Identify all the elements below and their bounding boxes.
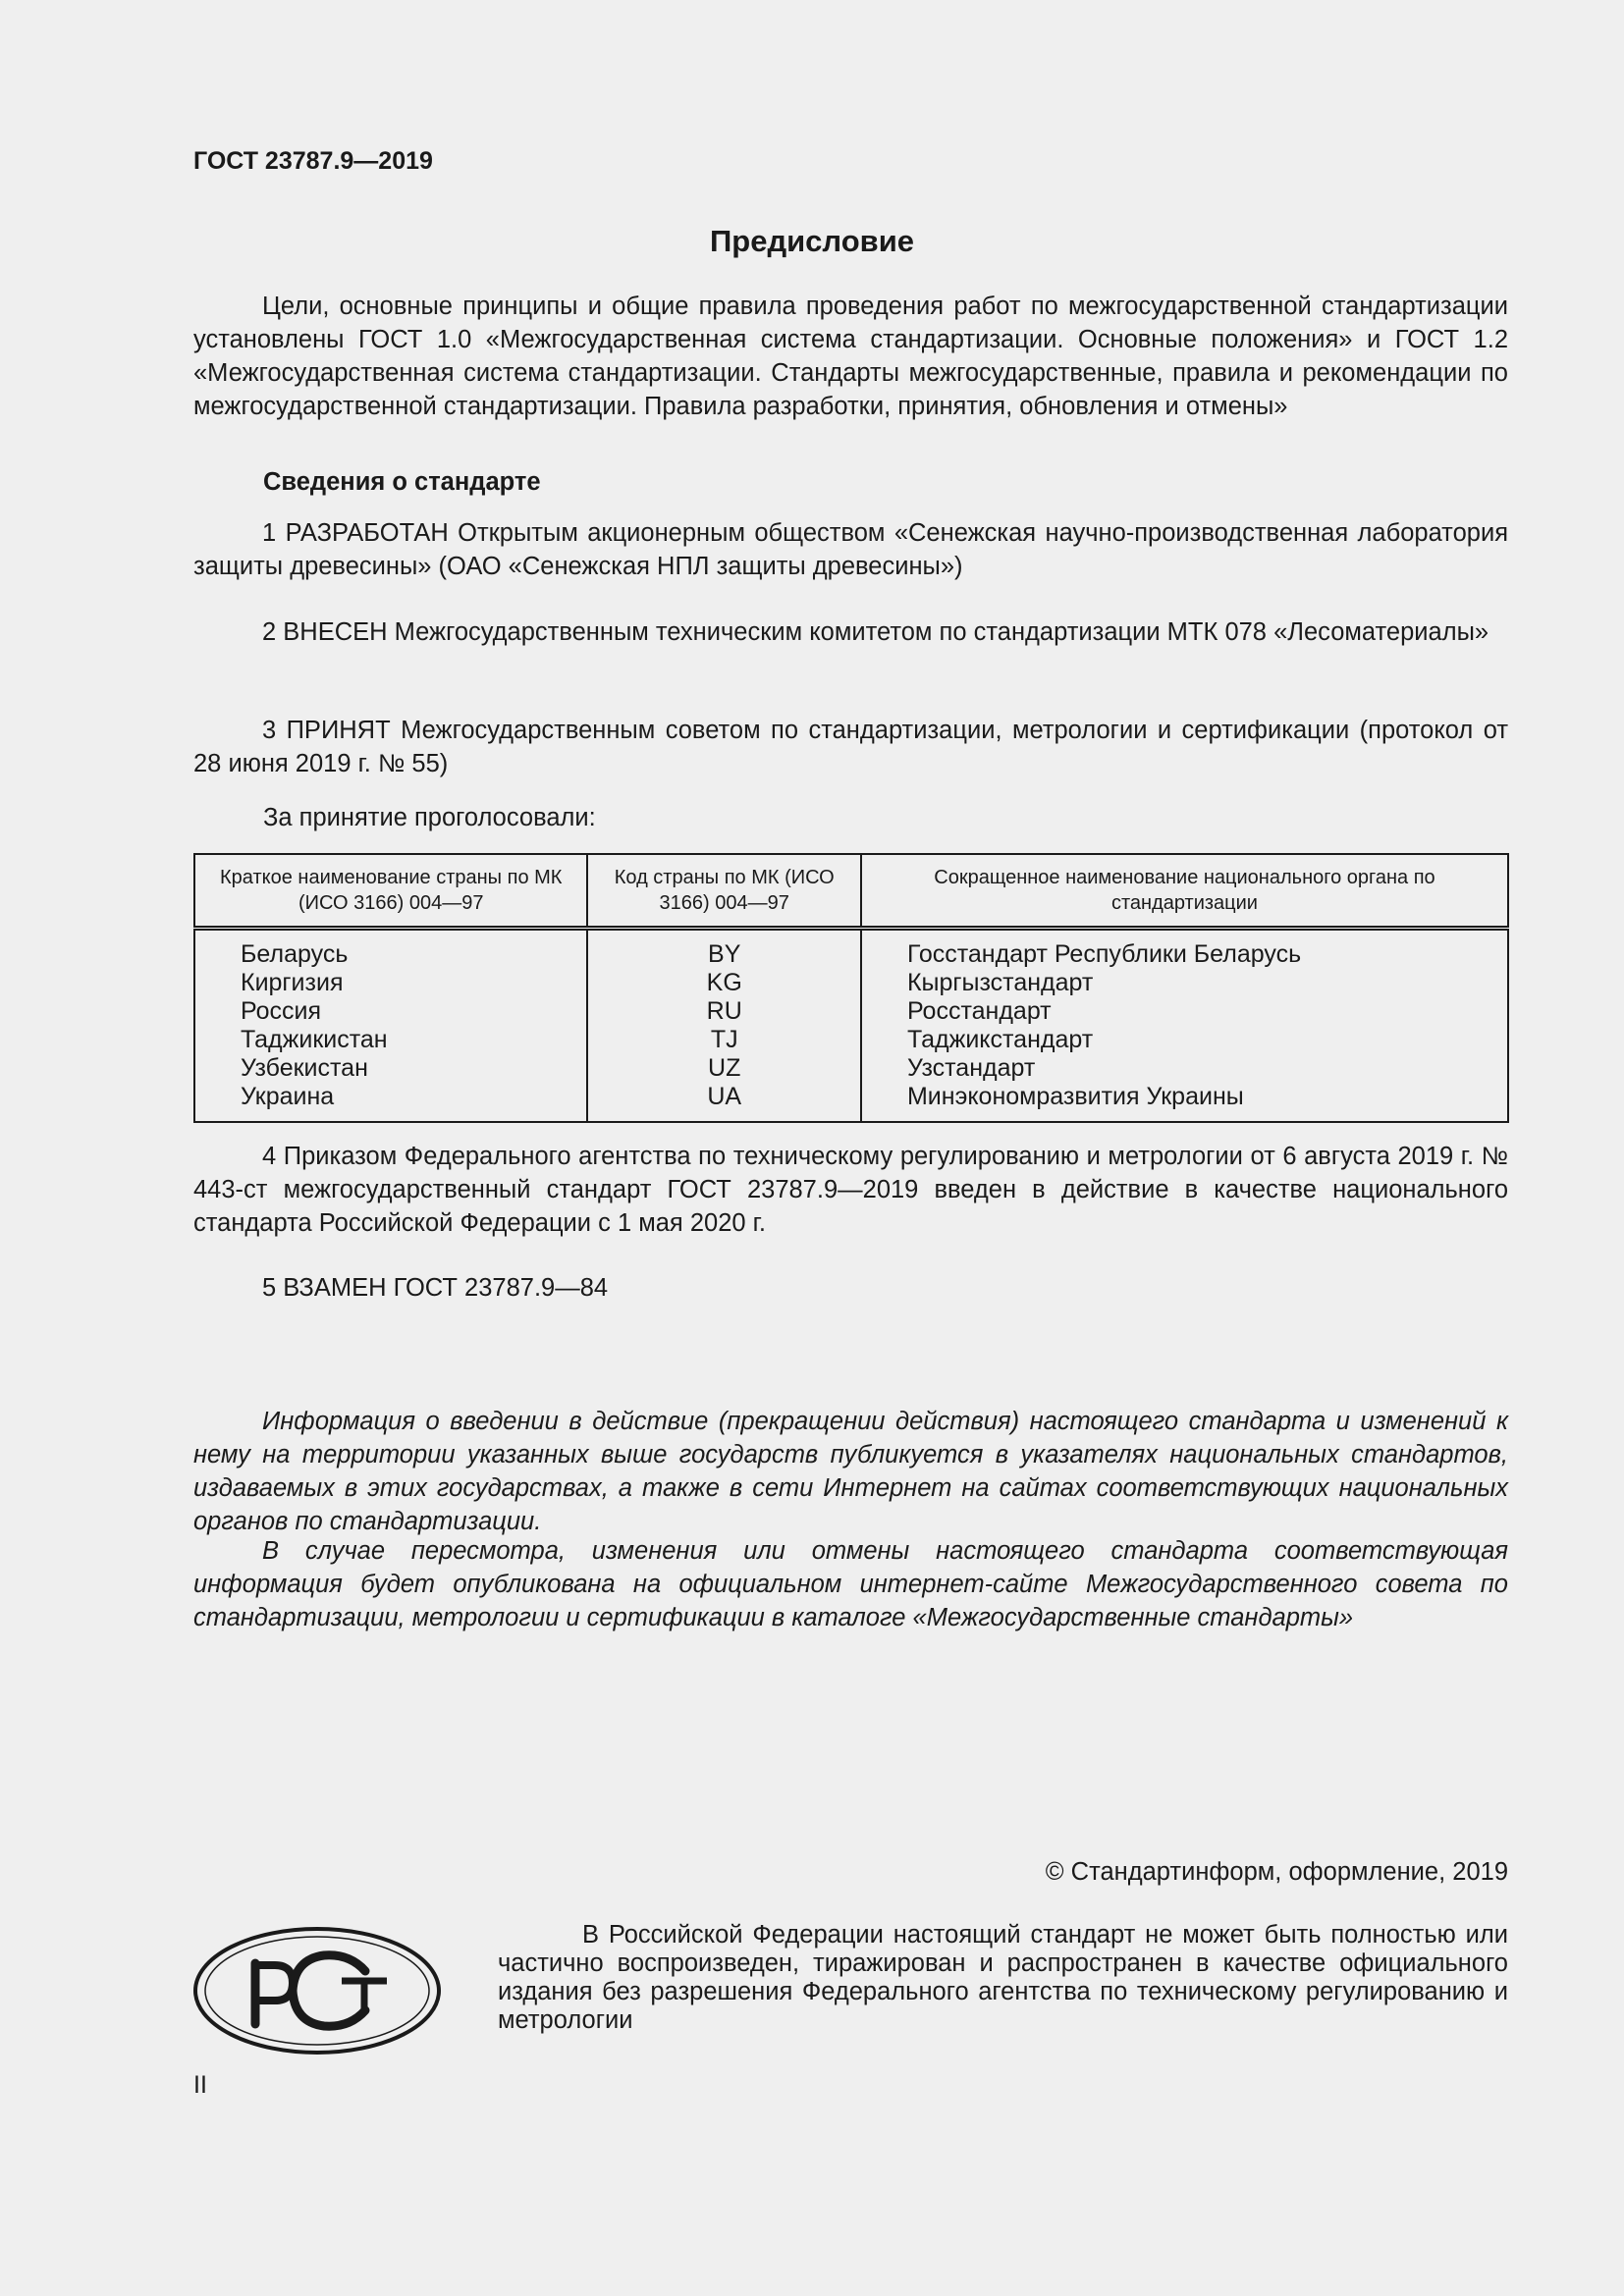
cell-code: UZ (587, 1054, 861, 1083)
item-introduced: 2 ВНЕСЕН Межгосударственным техническим комитетом по стандартизации МТК 078 «Лесоматериалы» (262, 618, 1489, 646)
cell-body: Узстандарт (861, 1054, 1508, 1083)
cell-body: Госстандарт Республики Беларусь (861, 929, 1508, 970)
cell-body: Таджикстандарт (861, 1026, 1508, 1054)
copyright-notice: © Стандартинформ, оформление, 2019 (1045, 1858, 1508, 1886)
item-order: 4 Приказом Федерального агентства по техническому регулированию и метрологии от 6 августа 2019 г. № 443-ст межгосударственный стандарт ГОСТ 23787.9—2019 введен в действие в качестве национального стандарта Российской Федерации с 1 мая 2020 г. (193, 1143, 1508, 1237)
cell-country: Беларусь (194, 929, 587, 970)
cell-code: KG (587, 969, 861, 997)
header-country-name: Краткое наименование страны по МК (ИСО 3166) 004—97 (194, 854, 587, 929)
cell-code: BY (587, 929, 861, 970)
rst-certification-mark-icon (192, 1926, 442, 2060)
info-note-revision: В случае пересмотра, изменения или отмены настоящего стандарта соответствующая информация будет опубликована на официальном интернет-сайте Межгосударственного совета по стандартизации, метрологии и сертификации в каталоге «Межгосударственные стандарты» (193, 1537, 1508, 1631)
voting-countries-table (193, 853, 1509, 1123)
cell-country: Узбекистан (194, 1054, 587, 1083)
table-header-row (194, 854, 1508, 929)
table-row (194, 1054, 1508, 1083)
cell-code: RU (587, 997, 861, 1026)
voted-label: За принятие проголосовали: (263, 804, 596, 831)
info-note-publication: Информация о введении в действие (прекращении действия) настоящего стандарта и изменений к нему на территории указанных выше государств публикуется в указателях национальных стандартов, издаваемых в этих государствах, а также в сети Интернет на сайтах соответствующих национальных органов по стандартизации. (193, 1408, 1508, 1535)
standard-info-heading: Сведения о стандарте (263, 468, 541, 496)
cell-body: Минэкономразвития Украины (861, 1083, 1508, 1122)
cell-country: Украина (194, 1083, 587, 1122)
reproduction-notice: В Российской Федерации настоящий стандарт не может быть полностью или частично воспроизведен, тиражирован и распространен в качестве официального издания без разрешения Федерального агентства по техническому регулированию и метрологии (498, 1921, 1508, 2034)
cell-code: TJ (587, 1026, 861, 1054)
intro-paragraph: Цели, основные принципы и общие правила проведения работ по межгосударственной стандартизации установлены ГОСТ 1.0 «Межгосударственная система стандартизации. Основные положения» и ГОСТ 1.2 «Межгосударственная система стандартизации. Стандарты межгосударственные, правила и рекомендации по межгосударственной стандартизации. Правила разработки, принятия, обновления и отмены» (193, 293, 1508, 420)
header-country-code: Код страны по МК (ИСО 3166) 004—97 (587, 854, 861, 929)
table-row (194, 997, 1508, 1026)
item-adopted: 3 ПРИНЯТ Межгосударственным советом по стандартизации, метрологии и сертификации (протокол от 28 июня 2019 г. № 55) (193, 717, 1508, 777)
document-code-header: ГОСТ 23787.9—2019 (193, 147, 433, 175)
item-developed: 1 РАЗРАБОТАН Открытым акционерным обществом «Сенежская научно-производственная лаборатория защиты древесины» (ОАО «Сенежская НПЛ защиты древесины») (193, 519, 1508, 580)
page-number: II (193, 2071, 207, 2099)
table-row (194, 969, 1508, 997)
page-title: Предисловие (709, 224, 914, 258)
table-row (194, 1026, 1508, 1054)
header-standards-body: Сокращенное наименование национального органа по стандартизации (861, 854, 1508, 929)
cell-body: Кыргызстандарт (861, 969, 1508, 997)
table-row (194, 1083, 1508, 1122)
cell-code: UA (587, 1083, 861, 1122)
cell-country: Киргизия (194, 969, 587, 997)
item-replaces: 5 ВЗАМЕН ГОСТ 23787.9—84 (262, 1274, 609, 1302)
cell-body: Росстандарт (861, 997, 1508, 1026)
cell-country: Таджикистан (194, 1026, 587, 1054)
table-row (194, 929, 1508, 970)
cell-country: Россия (194, 997, 587, 1026)
